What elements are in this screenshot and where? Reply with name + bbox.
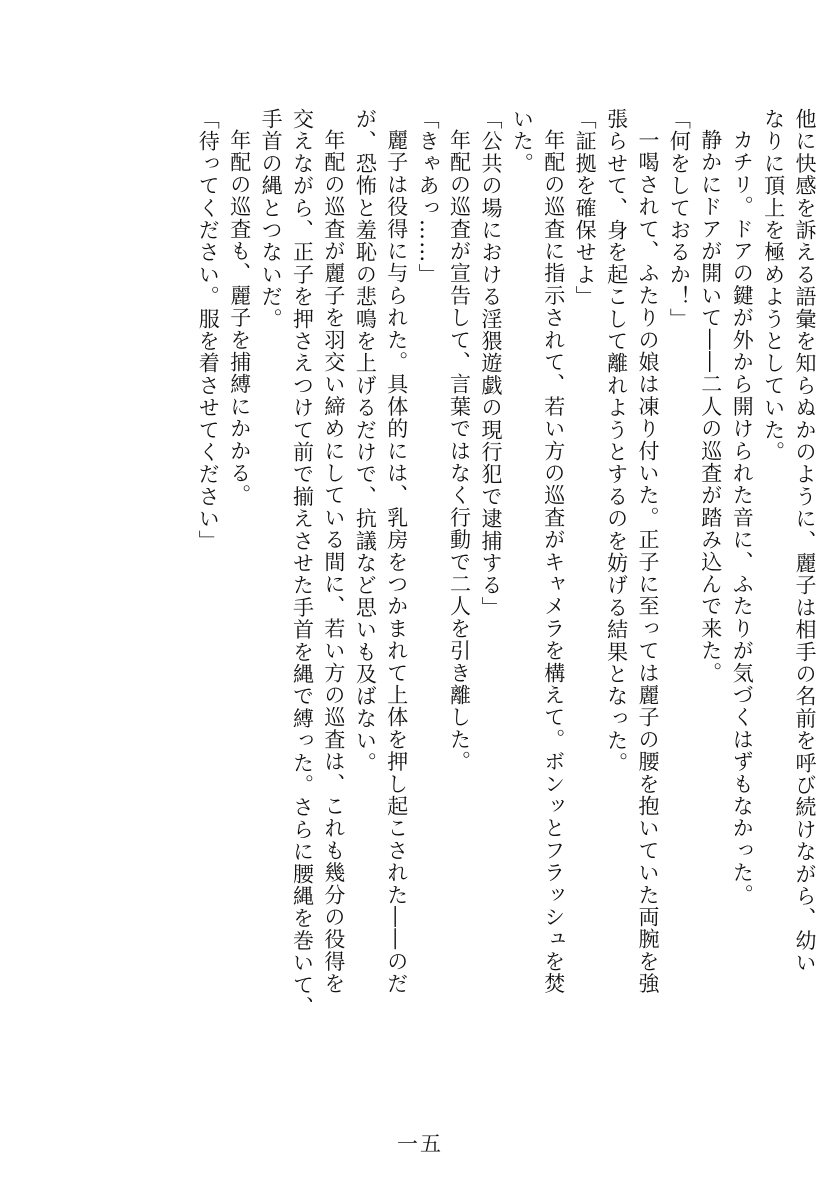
text-line: 「証拠を確保せよ」 — [573, 108, 598, 308]
text-line: 麗子は役得に与られた。具体的には、乳房をつかまれて上体を押し起こされた――のだ — [384, 129, 409, 995]
vertical-text-body — [30, 108, 820, 1019]
text-line: 張らせて、身を起こして離れようとするのを妨げる結果となった。 — [604, 108, 629, 774]
text-line: 年配の巡査に指示されて、若い方の巡査がキャメラを構えて。ボンッとフラッシュを焚 — [541, 129, 566, 995]
text-line: 静かにドアが開いて――二人の巡査が踏み込んで来た。 — [698, 129, 723, 684]
page-number: 一五 — [397, 1132, 443, 1156]
text-line: 年配の巡査が麗子を羽交い締めにしている間に、若い方の巡査は、これも幾分の役得を — [321, 129, 346, 995]
text-line: 「待ってください。服を着させてください」 — [196, 108, 221, 552]
text-line: 他に快感を訴える語彙を知らぬかのように、麗子は相手の名前を呼び続けながら、幼い — [793, 108, 817, 974]
text-line: 一喝されて、ふたりの娘は凍り付いた。正子に至っては麗子の腰を抱いていた両腕を強 — [635, 129, 660, 995]
text-line: 「公共の場における淫猥遊戯の現行犯で逮捕する」 — [478, 108, 503, 619]
text-line: カチリ。ドアの鍵が外から開けられた音に、ふたりが気づくはずもなかった。 — [730, 129, 755, 906]
text-line: 年配の巡査も、麗子を捕縛にかかる。 — [227, 129, 252, 507]
text-line: いた。 — [510, 108, 535, 175]
text-line: なりに頂上を極めようとしていた。 — [761, 108, 786, 464]
text-line: 「何をしておるか！」 — [667, 108, 692, 330]
text-line: 年配の巡査が宣告して、言葉ではなく行動で二人を引き離した。 — [447, 129, 472, 773]
text-line: 手首の縄とつないだ。 — [259, 108, 284, 330]
text-line: 交えながら、正子を押さえつけて前で揃えさせた手首を縄で縛った。さらに腰縄を巻いて、 — [290, 108, 315, 1019]
text-line: 「きゃあっ……」 — [416, 108, 441, 286]
text-line: が、恐怖と羞恥の悲鳴を上げるだけで、抗議など思いも及ばない。 — [353, 108, 378, 774]
